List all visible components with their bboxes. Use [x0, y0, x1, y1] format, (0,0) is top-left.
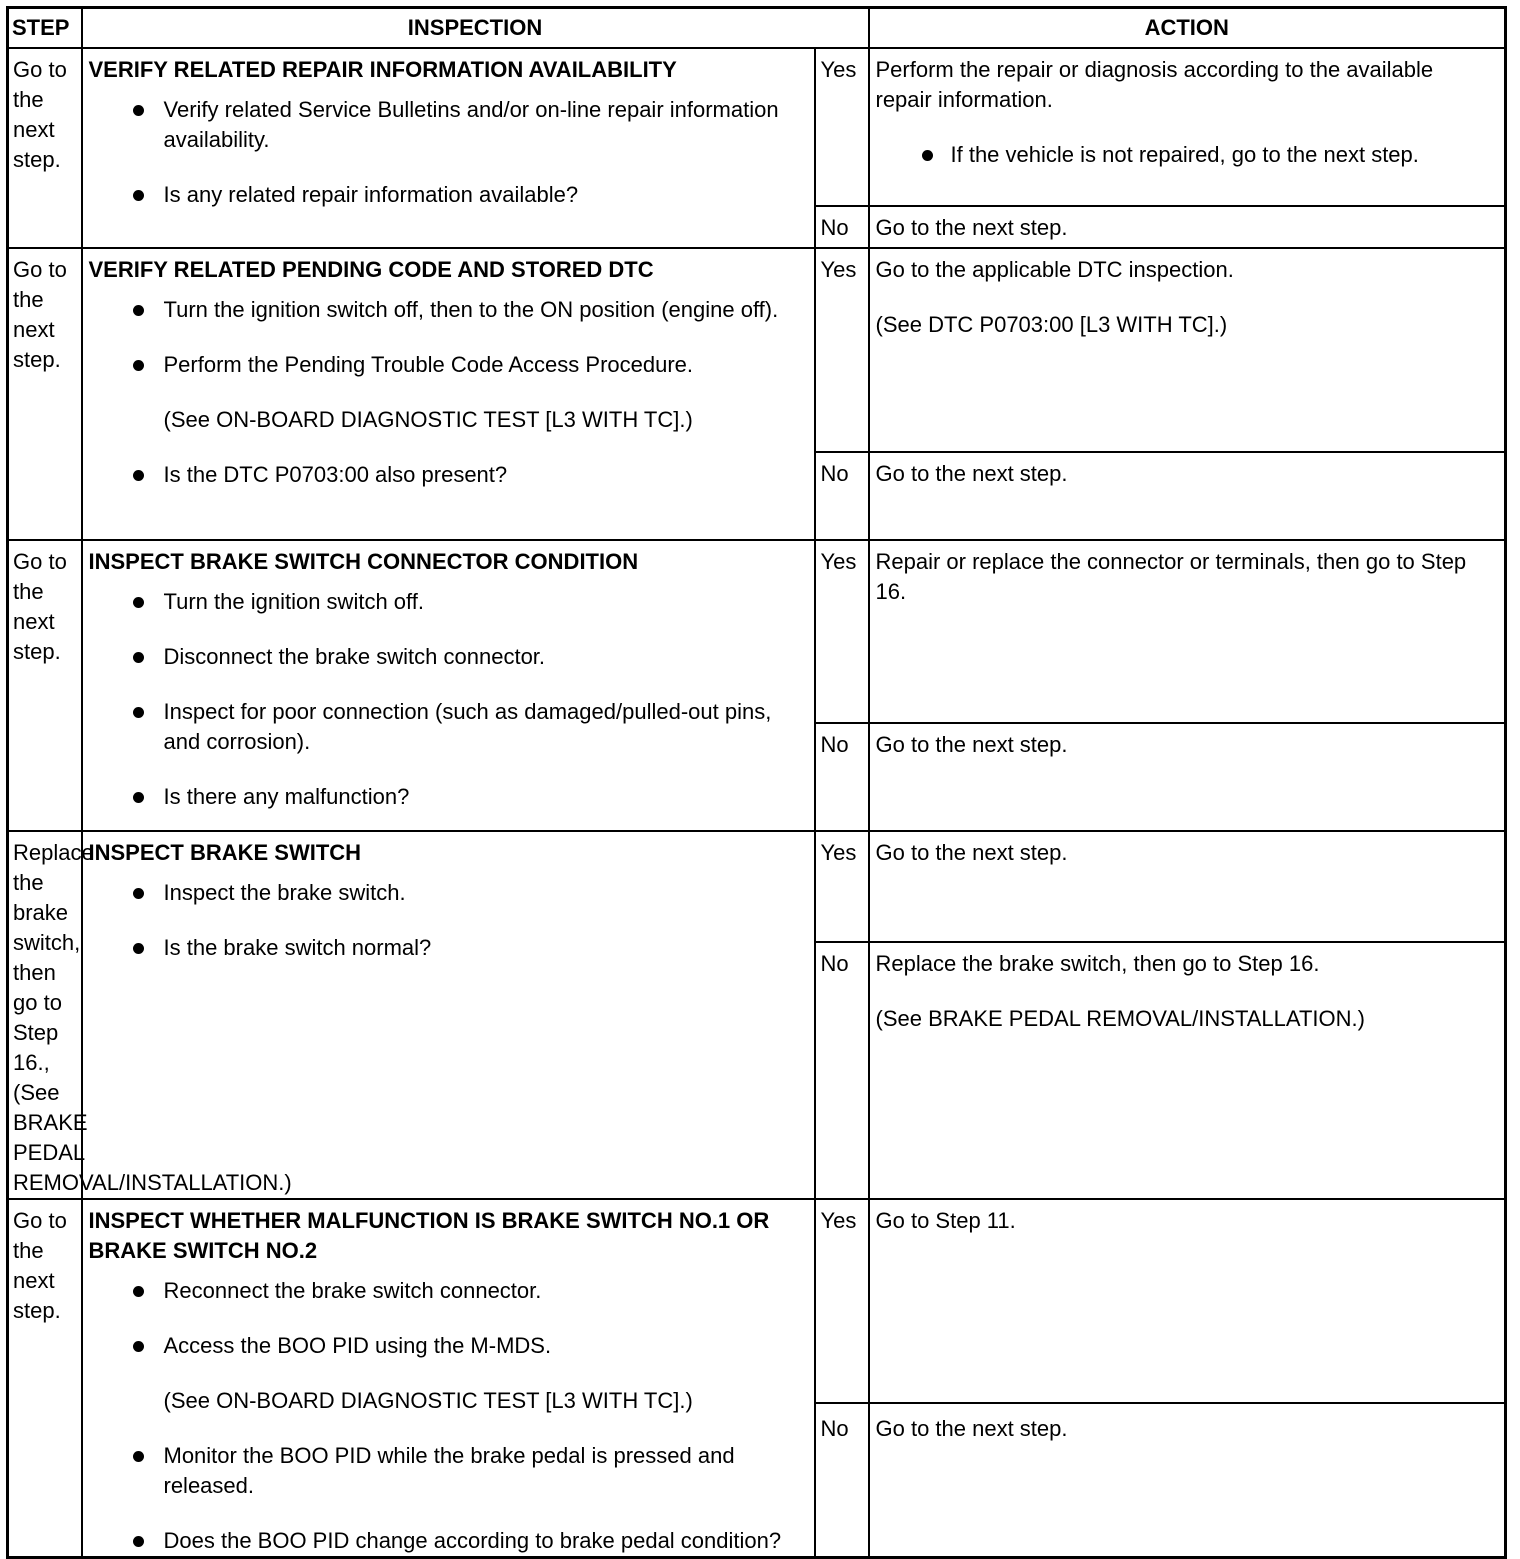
- no-label: No: [815, 723, 869, 831]
- inspection-cell: [82, 48, 815, 248]
- no-action: [869, 206, 1506, 248]
- inspection-item: Turn the ignition switch off.: [89, 587, 800, 617]
- header-step: STEP: [8, 8, 82, 49]
- step-row: [8, 540, 1506, 723]
- yes-action: [869, 248, 1506, 452]
- diagnostic-table: [6, 6, 1507, 1559]
- yes-label: Yes: [815, 1199, 869, 1403]
- action-text: (See BRAKE PEDAL REMOVAL/INSTALLATION.): [875, 1006, 1365, 1032]
- action-text: Go to the applicable DTC inspection.: [875, 257, 1234, 282]
- action-text: Go to the next step.: [875, 732, 1068, 757]
- yes-action: [869, 540, 1506, 723]
- action-text: Go to the next step.: [875, 1416, 1068, 1441]
- no-action: [869, 1403, 1506, 1558]
- inspection-item: Access the BOO PID using the M-MDS.: [89, 1331, 800, 1361]
- action-subitem: If the vehicle is not repaired, go to the next step.: [876, 140, 1495, 170]
- no-label: No: [815, 206, 869, 248]
- step-title: INSPECT BRAKE SWITCH CONNECTOR CONDITION: [88, 549, 639, 574]
- yes-label: Yes: [815, 831, 869, 942]
- inspection-item: Verify related Service Bulletins and/or on-line repair information availability.: [89, 95, 800, 155]
- yes-label: Yes: [815, 248, 869, 452]
- inspection-note: (See ON-BOARD DIAGNOSTIC TEST [L3 WITH TC].): [163, 1388, 693, 1413]
- inspection-cell: [82, 831, 815, 1199]
- step-number: Go to the next step.: [8, 48, 82, 248]
- inspection-item: Perform the Pending Trouble Code Access Procedure.: [89, 350, 800, 380]
- no-label: No: [815, 1403, 869, 1558]
- inspection-item: Turn the ignition switch off, then to the ON position (engine off).: [89, 295, 800, 325]
- inspection-item: Disconnect the brake switch connector.: [89, 642, 800, 672]
- inspection-cell: [82, 540, 815, 831]
- inspection-item: Is the brake switch normal?: [89, 933, 800, 963]
- step-row: [8, 1199, 1506, 1403]
- inspection-item: Is the DTC P0703:00 also present?: [89, 460, 800, 490]
- action-text: Go to the next step.: [875, 461, 1068, 486]
- action-text: Go to the next step.: [875, 840, 1068, 865]
- yes-label: Yes: [815, 48, 869, 206]
- step-number: Replace the brake switch, then go to Step 16.,(See BRAKE PEDAL REMOVAL/INSTALLATION.): [8, 831, 82, 1199]
- inspection-item: Inspect the brake switch.: [89, 878, 800, 908]
- action-text: Perform the repair or diagnosis according to the available repair information.: [875, 57, 1434, 112]
- action-text: Repair or replace the connector or terminals, then go to Step 16.: [875, 549, 1467, 604]
- action-text: Replace the brake switch, then go to Step 16.: [875, 951, 1320, 977]
- step-title: VERIFY RELATED REPAIR INFORMATION AVAILABILITY: [88, 57, 677, 82]
- no-label: No: [815, 452, 869, 540]
- step-title: INSPECT BRAKE SWITCH: [88, 840, 362, 865]
- header-row: [8, 8, 1506, 49]
- step-row: [8, 831, 1506, 942]
- inspection-item: Inspect for poor connection (such as damaged/pulled-out pins, and corrosion).: [89, 697, 800, 757]
- step-title: VERIFY RELATED PENDING CODE AND STORED DTC: [88, 257, 654, 282]
- no-action: [869, 942, 1506, 1199]
- step-row: [8, 48, 1506, 206]
- step-row: [8, 248, 1506, 452]
- no-action: [869, 452, 1506, 540]
- yes-label: Yes: [815, 540, 869, 723]
- inspection-item: Does the BOO PID change according to brake pedal condition?: [89, 1526, 800, 1556]
- action-text: (See DTC P0703:00 [L3 WITH TC].): [875, 312, 1228, 337]
- yes-action: [869, 1199, 1506, 1403]
- no-action: [869, 723, 1506, 831]
- step-number: Go to the next step.: [8, 540, 82, 831]
- inspection-item: Is any related repair information available?: [89, 180, 800, 210]
- yes-action: [869, 831, 1506, 942]
- inspection-item: Monitor the BOO PID while the brake pedal is pressed and released.: [89, 1441, 800, 1501]
- inspection-cell: [82, 248, 815, 540]
- step-number: Go to the next step.: [8, 1199, 82, 1558]
- step-number: Go to the next step.: [8, 248, 82, 540]
- inspection-cell: [82, 1199, 815, 1558]
- no-label: No: [815, 942, 869, 1199]
- header-action: ACTION: [869, 8, 1506, 49]
- header-inspection: INSPECTION: [82, 8, 869, 49]
- action-text: Go to the next step.: [875, 215, 1068, 240]
- action-text: Go to Step 11.: [875, 1208, 1016, 1233]
- inspection-item: Reconnect the brake switch connector.: [89, 1276, 800, 1306]
- step-title: INSPECT WHETHER MALFUNCTION IS BRAKE SWITCH NO.1 OR BRAKE SWITCH NO.2: [88, 1208, 770, 1263]
- inspection-note: (See ON-BOARD DIAGNOSTIC TEST [L3 WITH TC].): [163, 407, 693, 432]
- yes-action: [869, 48, 1506, 206]
- inspection-item: Is there any malfunction?: [89, 782, 800, 812]
